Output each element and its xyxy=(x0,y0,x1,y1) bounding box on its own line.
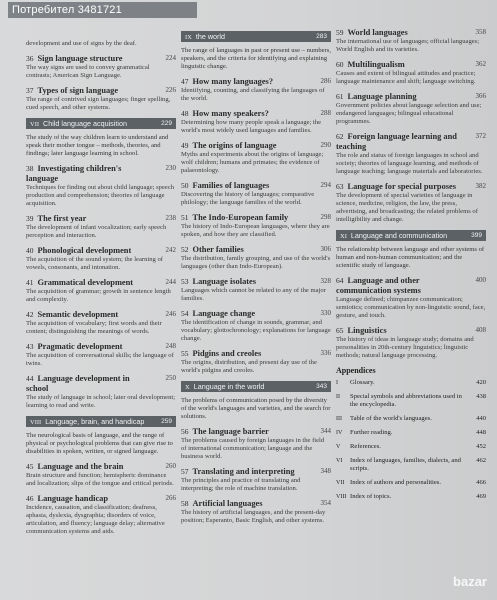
entry-title-text: Language and the brain xyxy=(37,462,124,471)
appendix-page: 469 xyxy=(476,493,486,500)
entry-description: The study of language in school; later oral development; learning to read and write. xyxy=(26,394,176,409)
part-intro: The study of the way children learn to understand and speak their mother tongue – methods, theories, and findings; later language learning in school. xyxy=(26,134,169,157)
part-page: 229 xyxy=(161,120,172,127)
entry-number: 63 xyxy=(336,182,344,191)
appendix-item xyxy=(336,429,486,437)
part-number: VIII xyxy=(30,419,42,426)
entry-title xyxy=(181,141,331,151)
toc-entry xyxy=(26,40,176,48)
toc-entry xyxy=(181,427,331,461)
entry-page: 248 xyxy=(165,342,176,350)
entry-title xyxy=(181,109,331,119)
entry-title xyxy=(336,276,486,296)
toc-entry xyxy=(181,141,331,175)
entry-title xyxy=(336,326,486,336)
part-heading xyxy=(181,31,331,42)
entry-title xyxy=(336,92,486,102)
entry-number: 54 xyxy=(181,309,189,318)
entry-title-text: Language and other communication systems xyxy=(336,276,421,295)
entry-description: Language defined; chimpanzee communication; semiotics; communication by non-linguistic sound, face, gesture, and touch. xyxy=(336,296,486,319)
entry-page: 286 xyxy=(320,77,331,85)
toc-entry xyxy=(181,467,331,493)
appendix-page: 462 xyxy=(476,457,486,464)
entry-number: 64 xyxy=(336,276,344,285)
entry-title-text: Language handicap xyxy=(37,494,109,503)
entry-title-text: Language development in school xyxy=(26,374,130,393)
toc-entry xyxy=(181,181,331,207)
entry-description: The identification of change in sounds, grammar, and vocabulary; glottochronology; explanations for language change. xyxy=(181,319,331,342)
toc-entry xyxy=(336,132,486,176)
appendix-page: 420 xyxy=(476,379,486,386)
part-heading xyxy=(26,118,176,129)
entry-page: 288 xyxy=(320,109,331,117)
toc-entry xyxy=(181,109,331,135)
toc-entry xyxy=(336,276,486,320)
entry-description: The role and status of foreign languages in school and society; theories of language learning, and methods of language teaching; language materials and laboratories. xyxy=(336,152,483,175)
appendices-heading: Appendices xyxy=(336,366,376,375)
entry-title xyxy=(336,60,486,70)
part-number: XI xyxy=(340,233,347,240)
entry-page: 226 xyxy=(165,86,176,94)
toc-entry xyxy=(26,164,176,208)
entry-page: 372 xyxy=(475,132,486,140)
entry-title-text: Phonological development xyxy=(37,246,132,255)
entry-description: The development of infant vocalization; early speech perception and interaction. xyxy=(26,224,167,239)
entry-page: 260 xyxy=(165,462,176,470)
entry-title-text: Investigating children's language xyxy=(26,164,122,183)
appendix-number: IV xyxy=(336,430,343,436)
entry-title xyxy=(181,467,331,477)
entry-description: Identifying, counting, and classifying the languages of the world. xyxy=(181,87,325,102)
entry-number: 46 xyxy=(26,494,34,503)
part-heading xyxy=(26,416,176,427)
entry-description: development and use of signs by the deaf. xyxy=(26,40,137,47)
entry-title xyxy=(26,278,176,288)
appendix-label: Special symbols and abbreviations used in the encyclopedia. xyxy=(350,393,462,408)
entry-title xyxy=(181,499,331,509)
entry-number: 57 xyxy=(181,467,189,476)
part-intro: The range of languages in past or present use – numbers, speakers, and the criteria for identifying and explaining linguistic change. xyxy=(181,47,331,70)
entry-page: 298 xyxy=(320,213,331,221)
appendix-label: Index of topics. xyxy=(350,493,392,500)
entry-title-text: Sign language structure xyxy=(37,54,123,63)
part-page: 343 xyxy=(316,383,327,390)
entry-title-text: Linguistics xyxy=(347,326,387,335)
entry-title-text: Grammatical development xyxy=(37,278,134,287)
appendix-label: Table of the world's languages. xyxy=(350,415,432,422)
contents-column-2 xyxy=(181,28,331,531)
entry-number: 62 xyxy=(336,132,344,141)
entry-number: 42 xyxy=(26,310,34,319)
entry-number: 55 xyxy=(181,349,189,358)
appendix-number: III xyxy=(336,416,342,422)
toc-entry xyxy=(26,494,176,536)
entry-title-text: Artificial languages xyxy=(192,499,263,508)
entry-number: 36 xyxy=(26,54,34,63)
entry-title-text: Pragmatic development xyxy=(37,342,123,351)
entry-page: 224 xyxy=(165,54,176,62)
entry-number: 44 xyxy=(26,374,34,383)
entry-description: The international use of languages; official languages; World English and its varieties. xyxy=(336,38,480,53)
appendix-number: I xyxy=(336,380,338,386)
appendix-item xyxy=(336,415,486,423)
entry-page: 246 xyxy=(165,310,176,318)
entry-title-text: Multilingualism xyxy=(347,60,405,69)
toc-entry xyxy=(26,310,176,336)
appendix-item xyxy=(336,393,486,409)
entry-page: 366 xyxy=(475,92,486,100)
part-number: VII xyxy=(30,121,40,128)
contents-column-3 xyxy=(336,28,486,507)
part-title: Language in the world xyxy=(193,382,265,391)
entry-title-text: Pidgins and creoles xyxy=(192,349,262,358)
entry-title-text: Language change xyxy=(192,309,256,318)
entry-number: 52 xyxy=(181,245,189,254)
appendix-number: VIII xyxy=(336,494,347,500)
entry-title xyxy=(181,427,331,437)
part-intro: The relationship between language and other systems of human and non-human communication; and the scientific study of language. xyxy=(336,246,485,269)
entry-page: 294 xyxy=(320,181,331,189)
entry-description: Incidence, causation, and classification; deafness, aphasia, dyslexia, dysgraphia; disorders of voice, articulation, and fluency; language delay; alternative communication systems and aids. xyxy=(26,504,165,535)
entry-title-text: Language planning xyxy=(347,92,417,101)
entry-page: 330 xyxy=(320,309,331,317)
toc-entry xyxy=(26,462,176,488)
toc-entry xyxy=(336,326,486,360)
appendix-item xyxy=(336,493,486,501)
entry-number: 53 xyxy=(181,277,189,286)
toc-entry xyxy=(336,28,486,54)
entry-title xyxy=(181,245,331,255)
entry-title xyxy=(26,54,176,64)
toc-entry xyxy=(26,54,176,80)
entry-title-text: How many speakers? xyxy=(192,109,269,118)
entry-title xyxy=(181,77,331,87)
part-page: 399 xyxy=(471,232,482,239)
entry-number: 41 xyxy=(26,278,34,287)
entry-page: 408 xyxy=(475,326,486,334)
entry-description: The origins, distribution, and present day use of the world's pidgins and creoles. xyxy=(181,359,317,374)
entry-number: 51 xyxy=(181,213,189,222)
entry-title xyxy=(26,462,176,472)
entry-title xyxy=(336,28,486,38)
part-title: Language, brain, and handicap xyxy=(45,417,145,426)
entry-title xyxy=(26,86,176,96)
entry-description: The acquisition of vocabulary; first words and their content; distinguishing the meanings of words. xyxy=(26,320,162,335)
entry-title xyxy=(26,310,176,320)
entry-number: 59 xyxy=(336,28,344,37)
entry-title-text: The language barrier xyxy=(192,427,269,436)
entry-number: 58 xyxy=(181,499,189,508)
entry-number: 48 xyxy=(181,109,189,118)
appendix-page: 448 xyxy=(476,429,486,436)
toc-entry xyxy=(26,342,176,368)
entry-title xyxy=(181,309,331,319)
entry-title xyxy=(26,164,176,184)
entry-number: 65 xyxy=(336,326,344,335)
entry-description: Determining how many people speak a language; the world's most widely used languages and families. xyxy=(181,119,322,134)
toc-entry xyxy=(336,182,486,224)
entry-description: Myths and experiments about the origins of language; wolf children; humans and primates; the evidence of palaeontology. xyxy=(181,151,324,174)
entry-number: 56 xyxy=(181,427,189,436)
entry-title-text: The origins of language xyxy=(192,141,277,150)
entry-title xyxy=(336,182,486,192)
part-title: Language and communication xyxy=(350,231,448,240)
entry-number: 49 xyxy=(181,141,189,150)
entry-description: Brain structure and function; hemispheric dominance and localization; slips of the tongue and critical periods. xyxy=(26,472,174,487)
appendix-item xyxy=(336,479,486,487)
entry-page: 382 xyxy=(475,182,486,190)
entry-page: 400 xyxy=(475,276,486,284)
toc-entry xyxy=(181,349,331,375)
entry-description: The history of artificial languages, and the present-day position; Esperanto, Basic English, and other systems. xyxy=(181,509,326,524)
entry-title-text: The first year xyxy=(37,214,87,223)
part-intro: The neurological basis of language, and the range of physical or psychological problems that can give rise to disabilities in spoken, written, or signed language. xyxy=(26,432,173,455)
toc-entry xyxy=(26,86,176,112)
entry-page: 306 xyxy=(320,245,331,253)
entry-description: The acquisition of the sound system; the learning of vowels, consonants, and intonation. xyxy=(26,256,163,271)
entry-description: The acquisition of conversational skills; the language of twins. xyxy=(26,352,174,367)
entry-title-text: Other families xyxy=(192,245,244,254)
entry-title-text: Translating and interpreting xyxy=(192,467,295,476)
toc-entry xyxy=(181,277,331,303)
entry-number: 37 xyxy=(26,86,34,95)
appendix-item xyxy=(336,457,486,473)
toc-entry xyxy=(26,214,176,240)
entry-title-text: Foreign language learning and teaching xyxy=(336,132,457,151)
entry-number: 40 xyxy=(26,246,34,255)
entry-description: The development of special varieties of language in science, medicine, religion, the law, the press, advertising, and broadcasting; the related problems of intelligibility and change. xyxy=(336,192,478,223)
entry-page: 362 xyxy=(475,60,486,68)
part-page: 283 xyxy=(316,33,327,40)
entry-title-text: How many languages? xyxy=(192,77,274,86)
bazar-watermark-logo: bazar xyxy=(453,574,487,589)
entry-number: 38 xyxy=(26,164,34,173)
entry-page: 348 xyxy=(320,467,331,475)
entry-title-text: Language for special purposes xyxy=(347,182,456,191)
part-intro: The problems of communication posed by the diversity of the world's languages and varieties, and the search for solutions. xyxy=(181,397,331,420)
entry-title xyxy=(181,213,331,223)
part-heading xyxy=(181,381,331,392)
entry-page: 230 xyxy=(165,164,176,172)
part-page: 259 xyxy=(161,418,172,425)
entry-title xyxy=(181,277,331,287)
entry-number: 39 xyxy=(26,214,34,223)
entry-page: 266 xyxy=(165,494,176,502)
entry-description: The way signs are used to convey grammatical contrasts; American Sign Language. xyxy=(26,64,150,79)
appendix-label: Index of languages, families, dialects, and scripts. xyxy=(350,457,461,472)
entry-description: The acquisition of grammar; growth in sentence length and complexity. xyxy=(26,288,171,303)
entry-description: The history of ideas in language study; domains and personalities in 20th-century linguistics; linguistic methods; natural language processing. xyxy=(336,336,474,359)
appendix-page: 466 xyxy=(476,479,486,486)
entry-title xyxy=(336,132,486,152)
entry-page: 354 xyxy=(320,499,331,507)
entry-description: Techniques for finding out about child language; speech production and comprehension; theories of language acquisition. xyxy=(26,184,175,207)
part-number: IX xyxy=(185,34,192,41)
appendix-number: II xyxy=(336,394,340,400)
entry-number: 47 xyxy=(181,77,189,86)
appendix-item xyxy=(336,379,486,387)
entry-description: The principles and practice of translating and interpreting; the role of machine translation. xyxy=(181,477,301,492)
entry-title-text: Semantic development xyxy=(37,310,119,319)
entry-title xyxy=(26,342,176,352)
entry-page: 344 xyxy=(320,427,331,435)
entry-description: Languages which cannot be related to any of the major families. xyxy=(181,287,326,302)
entry-description: Government policies about language selection and use; endangered languages; bilingual educational programmes. xyxy=(336,102,482,125)
entry-number: 50 xyxy=(181,181,189,190)
appendix-label: Index of authors and personalities. xyxy=(350,479,442,486)
entry-number: 43 xyxy=(26,342,34,351)
toc-entry xyxy=(336,92,486,126)
appendix-label: Glossary. xyxy=(350,379,375,386)
entry-page: 358 xyxy=(475,28,486,36)
entry-description: The range of contrived sign languages; finger spelling, cued speech, and other systems. xyxy=(26,96,171,111)
toc-entry xyxy=(181,245,331,271)
entry-number: 61 xyxy=(336,92,344,101)
entry-description: Causes and extent of bilingual attitudes and practice; language maintenance and shift; language switching. xyxy=(336,70,476,85)
entry-title xyxy=(181,181,331,191)
entry-title-text: The Indo-European family xyxy=(192,213,289,222)
entry-page: 336 xyxy=(320,349,331,357)
entry-page: 244 xyxy=(165,278,176,286)
contents-column-1 xyxy=(26,40,176,542)
entry-number: 60 xyxy=(336,60,344,69)
appendix-number: VII xyxy=(336,480,345,486)
entry-title-text: Language isolates xyxy=(192,277,257,286)
part-number: X xyxy=(185,384,190,391)
entry-title-text: Types of sign language xyxy=(37,86,119,95)
entry-description: The history of Indo-European languages, where they are spoken, and how they are classified. xyxy=(181,223,330,238)
appendix-number: VI xyxy=(336,458,343,464)
appendix-label: References. xyxy=(350,443,381,450)
entry-description: Discovering the history of languages; comparative philology; the language families of the world. xyxy=(181,191,315,206)
entry-page: 290 xyxy=(320,141,331,149)
entry-description: The distribution, family grouping, and use of the world's languages (other than Indo-European). xyxy=(181,255,331,270)
appendix-number: V xyxy=(336,444,341,450)
entry-title xyxy=(26,374,176,394)
toc-entry xyxy=(336,60,486,86)
entry-page: 328 xyxy=(320,277,331,285)
part-title: Child language acquisition xyxy=(43,119,127,128)
entry-page: 250 xyxy=(165,374,176,382)
entry-page: 238 xyxy=(165,214,176,222)
appendix-page: 452 xyxy=(476,443,486,450)
entry-title xyxy=(26,246,176,256)
appendix-page: 440 xyxy=(476,415,486,422)
part-heading xyxy=(336,230,486,241)
toc-entry xyxy=(26,374,176,410)
appendix-page: 438 xyxy=(476,393,486,400)
entry-number: 45 xyxy=(26,462,34,471)
entry-title-text: World languages xyxy=(347,28,408,37)
toc-entry xyxy=(26,278,176,304)
entry-title xyxy=(26,494,176,504)
entry-title xyxy=(26,214,176,224)
part-title: the world xyxy=(195,32,226,41)
entry-description: The problems caused by foreign languages in the field of international communication; language and the business world. xyxy=(181,437,325,460)
toc-entry xyxy=(181,213,331,239)
toc-entry xyxy=(181,499,331,525)
seller-watermark-banner: Потребител 3481721 xyxy=(8,2,197,18)
toc-entry xyxy=(26,246,176,272)
entry-page: 242 xyxy=(165,246,176,254)
entry-title xyxy=(181,349,331,359)
appendix-label: Further reading. xyxy=(350,429,393,436)
appendix-item xyxy=(336,443,486,451)
entry-title-text: Families of languages xyxy=(192,181,270,190)
toc-entry xyxy=(181,77,331,103)
toc-entry xyxy=(181,309,331,343)
